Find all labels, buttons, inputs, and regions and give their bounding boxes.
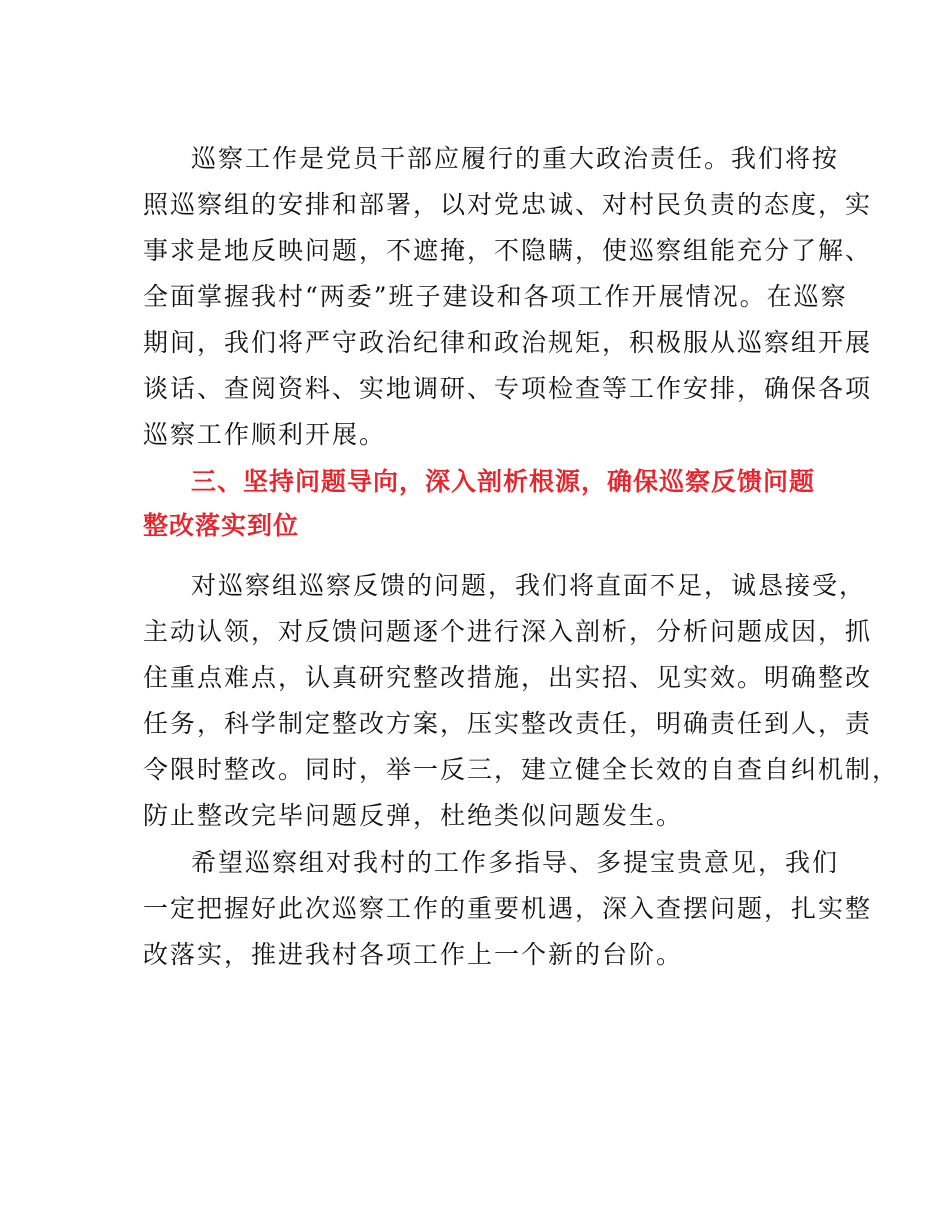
text-line: 改落实，推进我村各项工作上一个新的台阶。 [143, 940, 684, 969]
text-line: 期间，我们将严守政治纪律和政治规矩，积极服从巡察组开展 [143, 328, 873, 357]
text-line: 防止整改完毕问题反弹，杜绝类似问题发生。 [143, 801, 684, 830]
text-line: 令限时整改。同时，举一反三，建立健全长效的自查自纠机制， [143, 755, 900, 784]
text-line: 住重点难点，认真研究整改措施，出实招、见实效。明确整改 [143, 663, 873, 692]
text-line: 全面掌握我村“两委”班子建设和各项工作开展情况。在巡察 [143, 282, 848, 311]
paragraph-rectification [143, 563, 900, 839]
text-line: 巡察工作顺利开展。 [143, 420, 387, 449]
heading-line: 三、坚持问题导向，深入剖析根源，确保巡察反馈问题 [191, 467, 816, 496]
heading-line: 整改落实到位 [143, 511, 300, 540]
text-line: 任务，科学制定整改方案，压实整改责任，明确责任到人，责 [143, 709, 873, 738]
text-line: 谈话、查阅资料、实地调研、专项检查等工作安排，确保各项 [143, 374, 873, 403]
text-line: 对巡察组巡察反馈的问题，我们将直面不足，诚恳接受， [191, 571, 867, 600]
text-line: 照巡察组的安排和部署，以对党忠诚、对村民负责的态度，实 [143, 190, 873, 219]
text-line: 希望巡察组对我村的工作多指导、多提宝贵意见，我们 [191, 848, 840, 877]
text-line: 巡察工作是党员干部应履行的重大政治责任。我们将按 [191, 144, 840, 173]
text-line: 事求是地反映问题，不遮掩，不隐瞒，使巡察组能充分了解、 [143, 236, 873, 265]
paragraph-closing [143, 840, 873, 978]
paragraph-duty [143, 136, 873, 458]
text-line: 主动认领，对反馈问题逐个进行深入剖析，分析问题成因，抓 [143, 617, 873, 646]
section-heading-3 [143, 460, 823, 548]
text-line: 一定把握好此次巡察工作的重要机遇，深入查摆问题，扎实整 [143, 894, 873, 923]
